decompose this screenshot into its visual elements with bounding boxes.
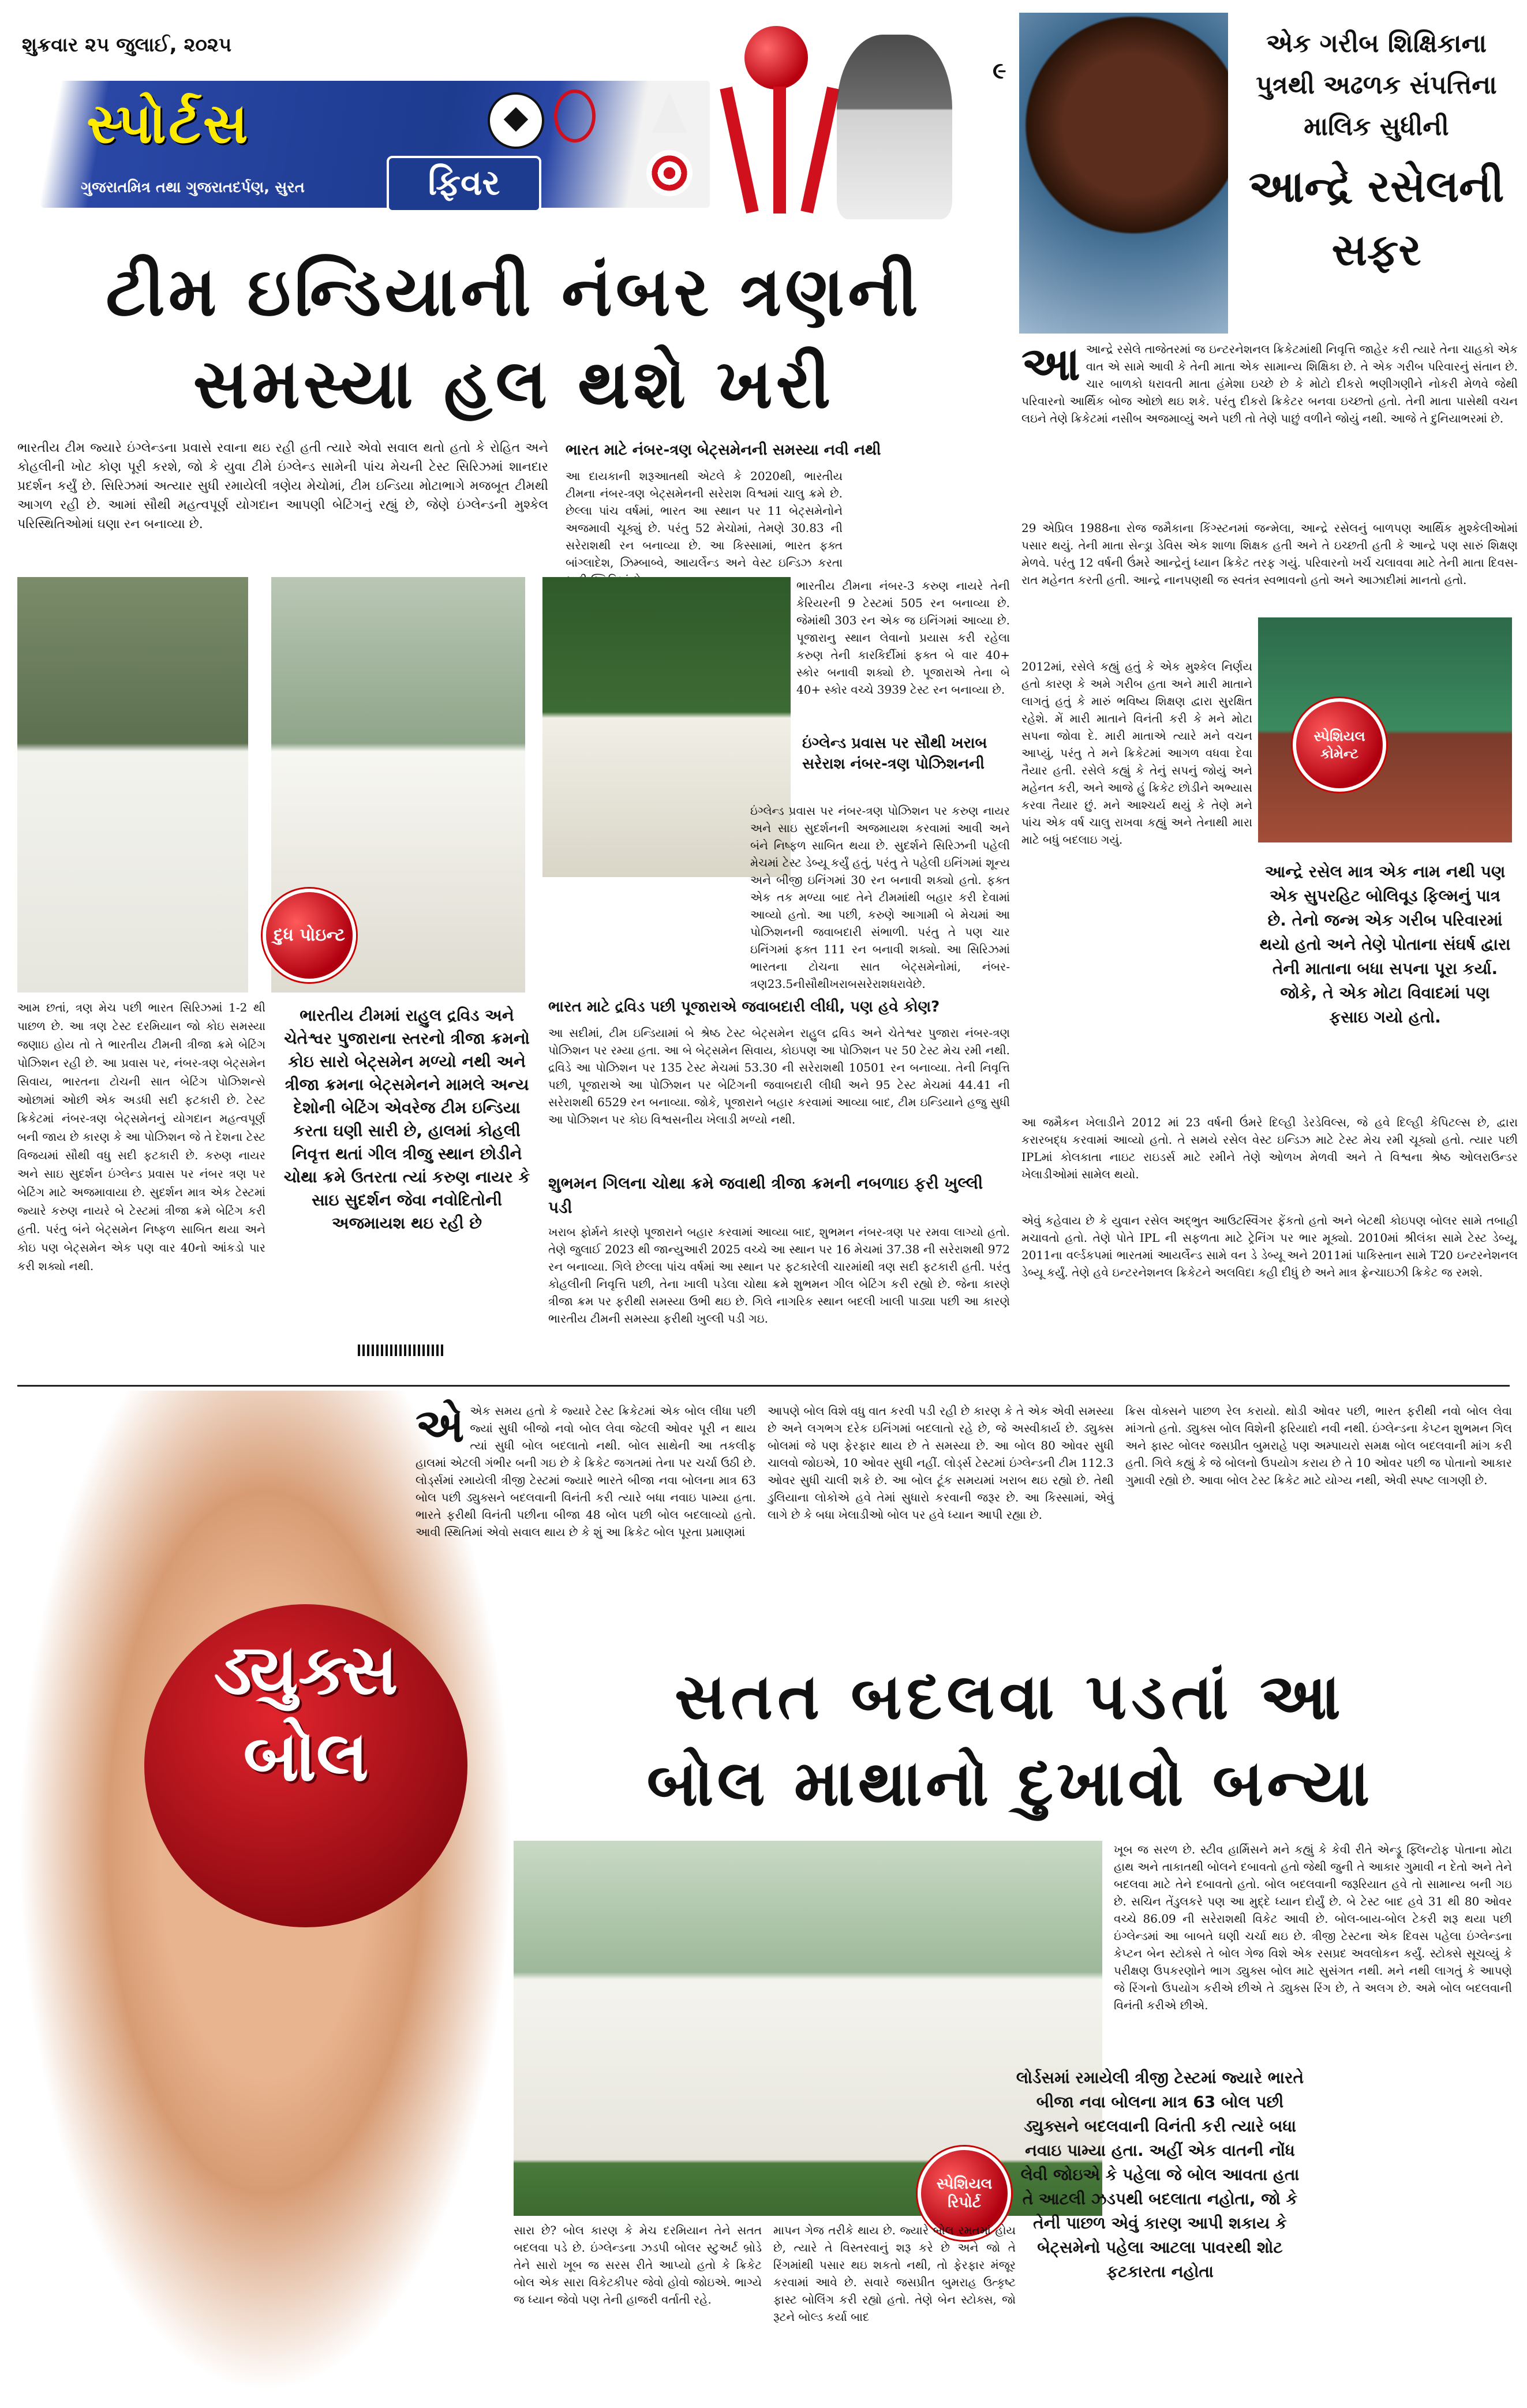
- masthead-title: સ્પોર્ટસ: [87, 91, 250, 156]
- badge-special-report: સ્પેશિયલ રિપોર્ટ: [918, 2147, 1011, 2240]
- lords-test-photo: [514, 1841, 1102, 2216]
- story1-col1: આમ છતાં, ત્રણ મેચ પછી ભારત સિરિઝમાં 1-2 થી પાછળ છે. આ ત્રણ ટેસ્ટ દરમિયાન જો કોઇ સમસ્યા જણાઇ હોય તો તે ભારતીય ટીમની ત્રીજા ક્રમે બેટિંગ પોઝિશન રહી છે. આ પ્રવાસ પર, નંબર-ત્રણ બેટ્સમેન સિવાય, ભારતના ટોચની સાત બેટિંગ પોઝિશન્સે ઓછામાં ઓછી એક અડધી સદી ફટકારી છે. ટેસ્ટ ક્રિકેટમાં નંબર-ત્રણ બેટ્સમેનનું યોગદાન મહત્વપૂર્ણ બની જાય છે કારણ કે આ પોઝિશન જે તે દેશના ટેસ્ટ વિજયમાં સૌથી વધુ સદી ફટકારી છે. કરુણ નાયર અને સાઇ સુદર્શન ઇંગ્લેન્ડ પ્રવાસ પર નંબર ત્રણ પર બેટિંગ માટે અજમાવાયા છે. સુદર્શન માત્ર એક ટેસ્ટમાં જ્યારે કરુણ નાયરે બે ટેસ્ટમાં ત્રીજા ક્રમે બેટિંગ કરી હતી. પરંતુ બંને બેટ્સમેન નિષ્ફળ સાબિત થયા અને કોઇ પણ બેટ્સમેન એક પણ વાર 40નો આંકડો પાર કરી શક્યો નથી.: [17, 1001, 265, 1273]
- masthead-subtitle-text: ફિવર: [428, 163, 500, 203]
- batsman-silhouette: [837, 35, 952, 219]
- story3-headline-line2: બોલ માથાનો દુખાવો બન્યા: [646, 1746, 1373, 1820]
- story2-pullquote: આન્દ્રે રસેલ માત્ર એક નામ નથી પણ એક સુપરહિટ બોલિવૂડ ફિલ્મનું પાત્ર છે. તેનો જન્મ એક ગરીબ પરિવારમાં થયો હતો અને તેણે પોતાના સંઘર્ષ દ્વારા તેની માતાના બધા સપના પૂરા કર્યા. જોકે, તે એક મોટા વિવાદમાં પણ ફસાઇ ગયો હતો.: [1259, 862, 1511, 1027]
- russell-portrait: [1019, 13, 1228, 334]
- story1-col3: ભારતીય ટીમના નંબર-3 કરુણ નાયરે તેની કેરિયરની 9 ટેસ્ટમાં 505 રન બનાવ્યા છે. જેમાંથી 303 રન એક જ ઇનિંગમાં આવ્યા છે. પૂજારાનુ સ્થાન લેવાનો પ્રયાસ કરી રહેલા કરુણ તેની કારકિર્દીમાં ફક્ત બે વાર 40+ સ્કોર બનાવી શક્યો છે. પૂજારાએ તેના બે 40+ સ્કોર વચ્ચે 3939 ટેસ્ટ રન બનાવ્યા છે.: [796, 579, 1010, 696]
- page-number: ૯: [993, 58, 1006, 84]
- target-icon: [646, 150, 693, 196]
- story3-bottom2: માપન ગેજ તરીકે થાય છે. જ્યારે બોલ રમતમાં હોય છે, ત્યારે તે વિસ્તરવાનું શરૂ કરે છે અને જો તે રિંગમાંથી પસાર થઇ શકતો નથી, તો ફેરફાર મંજૂર કરવામાં આવે છે. સવારે જસપ્રીત બુમરાહ ઉત્કૃષ્ટ ફાસ્ટ બોલિંગ કરી રહ્યો હતો. તેણે બેન સ્ટોક્સ, જો રૂટને બોલ્ડ કર્યા બાદ: [773, 2223, 1016, 2324]
- story2-body4: આ જમૈકન ખેલાડીને 2012 માં 23 વર્ષની ઉંમરે દિલ્હી ડેરડેવિલ્સ, જે હવે દિલ્હી કેપિટલ્સ છે, દ્વારા કરારબદ્ધ કરવામાં આવ્યો હતો. તે સમયે રસેલ વેસ્ટ ઇન્ડિઝ માટે ટેસ્ટ મેચ રમી ચૂક્યો હતો. ત્યાર પછી IPLમાં કોલકાતા નાઇટ રાઇડર્સ માટે રમીને તેણે ઓળખ મેળવી અને તે વિશ્વના શ્રેષ્ઠ ઓલરાઉન્ડર ખેલાડીઓમાં સામેલ થયો.: [1021, 1115, 1518, 1181]
- story2-body3: 2012માં, રસેલે કહ્યું હતું કે એક મુશ્કેલ નિર્ણય હતો કારણ કે અમે ગરીબ હતા અને મારી માતાને લાગતું હતું કે મારું ભવિષ્ય શિક્ષણ દ્વારા સુરક્ષિત રહેશે. મેં મારી માતાને વિનંતી કરી કે મને મોટા સપના જોવા દે. મારી માતાએ ત્યારે મને વચન આપ્યું, પરંતુ તે મને ક્રિકેટમાં આગળ વધવા દેવા તૈયાર હતી. રસેલે કહ્યું કે તેનું સપનું જોયું અને મહેનત કરી, અને આજે હું ક્રિકેટ છોડીને અભ્યાસ કરવા તૈયાર છું. મને આશ્ચર્ય થયું કે તેણે મને પાંચ એક વર્ષ ચાલુ રાખવા કહ્યું અને તેનાથી મારા માટે બધું બદલાઇ ગયું.: [1021, 660, 1252, 847]
- story3-col2: આપણે બોલ વિશે વધુ વાત કરવી પડી રહી છે કારણ કે તે એક એવી સમસ્યા છે અને લગભગ દરેક ઇનિંગમાં બદલાતો રહે છે, જે અસ્વીકાર્ય છે. ડ્યુક્સ બોલમાં જે પણ ફેરફાર થાય છે તે સમસ્યા છે. આ બોલ 80 ઓવર સુધી ચાલવો જોઇએ, 10 ઓવર સુધી નહીં. લોર્ડ્સ ટેસ્ટમાં ઇંગ્લેન્ડની ટીમ 112.3 ઓવર સુધી ચાલી શકે છે. આ બોલ ટૂંક સમયમાં ખરાબ થઇ રહ્યો છે. તેથી ડુલિયાના લોકોએ હવે તેમાં સુધારો કરવાની જરૂર છે. આ કિસ્સામાં, એવું લાગે છે કે બધા ખેલાડીઓ બોલ પર હવે ધ્યાન આપી રહ્યા છે.: [768, 1404, 1114, 1522]
- badge-special-comment: સ્પેશિયલ કોમેન્ટ: [1293, 698, 1386, 792]
- story1-intro: [17, 439, 548, 534]
- story2-body1: [1021, 336, 1518, 427]
- story1-col3-text2: ઇંગ્લેન્ડ પ્રવાસ પર નંબર-ત્રણ પોઝિશન પર કરુણ નાયર અને સાઇ સુદર્શનની અજમાયશ કરવામાં આવી અને બંને નિષ્ફળ સાબિત થયા છે. સુદર્શને સિરિઝની પહેલી મેચમાં ટેસ્ટ ડેબ્યૂ કર્યું હતું, પરંતુ તે પહેલી ઇનિંગમાં શૂન્ય અને બીજી ઇનિંગમાં 30 રન બનાવી શક્યો હતો. ફક્ત એક તક મળ્યા બાદ તેને ટીમમાંથી બહાર કરી દેવામાં આવ્યો હતો. આ પછી, કરુણે આગામી બે મેચમાં આ પોઝિશનની જવાબદારી સંભાળી. પરંતુ તે પણ ચાર ઇનિંગમાં ફક્ત 111 રન બનાવી શક્યો. આ સિરિઝમાં ભારતના ટોચના સાત બેટ્સમેનોમાં, નંબર-ત્રણ23.5નીસૌથીખરાબસરેરાશધરાવેછે.: [750, 804, 1010, 991]
- racket-icon: [554, 89, 596, 143]
- badge-dudh-point: દુધ પોઇન્ટ: [263, 889, 356, 982]
- stumps-icon: [727, 87, 837, 214]
- story1-sub4: શુભમન ગિલના ચોથા ક્રમે જવાથી ત્રીજા ક્રમની નબળાઇ ફરી ખુલ્લી પડી: [548, 1174, 983, 1217]
- masthead: [17, 12, 1021, 231]
- story2-body1-text: આન્દ્રે રસેલે તાજેતરમાં જ ઇન્ટરનેશનલ ક્રિકેટમાંથી નિવૃત્તિ જાહેર કરી ત્યારે તેના ચાહકો એક વાત એ સામે આવી કે તેની માતા એક સામાન્ય શિક્ષિકા છે. તે એક ગરીબ પરિવારનું સંતાન છે. ચાર બાળકો ધરાવતી માતા હંમેશા ઇચ્છે છે કે મોટો દીકરો ભણીગણીને નોકરી મેળવે જેથી પરિવારનો આર્થિક બોજ ઓછો થઇ શકે. પરંતુ દીકરો ક્રિકેટર બનવા ઇચ્છતો હતો. તેની માતા પાસેથી વચન લઇને તેણે ક્રિકેટમાં નસીબ અજમાવ્યું અને પછી તો તેણે પાછું વળીને જોયું નથી. આજે તે દુનિયાભરમાં છે.: [1021, 342, 1518, 425]
- masthead-subtitle: [387, 156, 541, 212]
- story1-headline-line2: સમસ્યા હલ થશે ખરી: [193, 344, 834, 424]
- russell-headline-bold: આન્દ્રે રસેલની સફર: [1248, 160, 1504, 275]
- story3-bottom1: સારા છે? બોલ કારણ કે મેચ દરમિયાન તેને સતત બદલવા પડે છે. ઇંગ્લેન્ડના ઝડપી બોલર સ્ટુઅર્ટ બ્રોડે તેને સારો ખૂબ જ સરસ રીતે આપ્યો હતો કે ક્રિકેટ બોલ એક સારા વિકેટકીપર જેવો હોવો જોઇએ. ભાગ્યે જ ધ્યાન જેવો પણ તેની હાજરી વર્તાતી રહે.: [514, 2223, 762, 2306]
- story1-intro-text: ભારતીય ટીમ જ્યારે ઇંગ્લેન્ડના પ્રવાસે રવાના થઇ રહી હતી ત્યારે એવો સવાલ થતો હતો કે રોહિત અને કોહલીની ખોટ કોણ પૂરી કરશે, જો કે યુવા ટીમે ઇંગ્લેન્ડ સામેની પાંચ મેચની ટેસ્ટ સિરિઝમાં શાનદાર પ્રદર્શન કર્યું છે. સિરિઝમાં અત્યાર સુધી રમાયેલી ત્રણેય મેચોમાં, ટીમ ઇન્ડિયા મોટાભાગે મજબૂત ટીમથી આગળ રહી છે. આમાં સૌથી મહત્વપૂર્ણ યોગદાન આપણી બેટિંગનું રહ્યું છે, જેણે ઇંગ્લેન્ડની મુશ્કેલ પરિસ્થિતિઓમાં ઘણા રન બનાવ્યા છે.: [17, 441, 548, 531]
- cricket-ball-icon: [744, 26, 808, 89]
- story2-dropcap: આ: [1021, 336, 1080, 391]
- player-photo-1: [17, 577, 248, 993]
- russell-headline: [1235, 23, 1518, 282]
- story3-col3: ક્રિસ વોક્સને પાછળ રેલ કરાયો. થોડી ઓવર પછી, ભારત ફરીથી નવો બોલ લેવા માંગતો હતો. ડ્યુક્સ બોલ વિશેની ફરિયાદો નવી નથી. ઇંગ્લેન્ડના કેપ્ટન શુભમન ગિલ અને ફાસ્ટ બોલર જસપ્રીત બુમરાહે પણ અમ્પાયરો સમક્ષ બોલ બદલવાની માંગ કરી હતી. ગિલે કહ્યું કે જે બોલનો ઉપયોગ કરાય છે તે 10 ઓવર પછી જ પોતાનો આકાર ગુમાવી રહ્યો છે. આવા બોલ ટેસ્ટ ક્રિકેટ માટે યોગ્ય નથી, એવી સ્પષ્ટ લાગણી છે.: [1125, 1404, 1512, 1487]
- story1-sub2: ઇંગ્લેન્ડ પ્રવાસ પર સૌથી ખરાબ સરેરાશ નંબર-ત્રણ પોઝિશનની: [802, 735, 987, 773]
- story1-headline-line1: ટીમ ઇન્ડિયાની નંબર ત્રણની: [106, 252, 922, 331]
- story1-sub3: ભારત માટે દ્રવિડ પછી પૂજારાએ જવાબદારી લીધી, પણ હવે કોણ?: [548, 998, 940, 1016]
- shuttlecock-icon: [652, 92, 687, 133]
- story1-col2: આ દાયકાની શરૂઆતથી એટલે કે 2020થી, ભારતીય ટીમના નંબર-ત્રણ બેટ્સમેનની સરેરાશ વિશ્વમાં ચાલુ ક્રમે છે. છેલ્લા પાંચ વર્ષમાં, ભારત આ સ્થાન પર 11 બેટ્સમેનોને અજમાવી ચૂક્યું છે. પરંતુ 52 મેચોમાં, તેમણે 30.83 ની સરેરાશથી રન બનાવ્યા છે. આ કિસ્સામાં, ભારત ફક્ત બાંગ્લાદેશ, ઝિમ્બાબ્વે, આયર્લેન્ડ અને વેસ્ટ ઇન્ડિઝ કરતા: [566, 469, 843, 570]
- story3-col1: [416, 1398, 756, 1541]
- dukes-ball-title: [156, 1627, 456, 1800]
- section-divider: [17, 1385, 1510, 1387]
- russell-headline-intro: એક ગરીબ શિક્ષિકાના પુત્રથી અઢળક સંપત્તિના માલિક સુધીની: [1256, 29, 1497, 141]
- pullquote-divider: [358, 1345, 444, 1356]
- football-icon: [488, 92, 544, 149]
- story3-pullquote: લોર્ડસમાં રમાયેલી ત્રીજી ટેસ્ટમાં જ્યારે ભારતે બીજા નવા બોલના માત્ર 63 બોલ પછી ડ્યુક્સને બદલવાની વિનંતી કરી ત્યારે બધા નવાઇ પામ્યા હતા. અહીં એક વાતની નોંધ લેવી જોઇએ કે પહેલા જે બોલ આવતા હતા તે આટલી ઝડપથી બદલાતા નહોતા, જો કે તેની પાછળ એવું કારણ આપી શકાય કે બેટ્સમેનો પહેલા આટલા પાવરથી શોટ ફટકારતા નહોતા: [1016, 2068, 1304, 2281]
- story2-body5: એવું કહેવાય છે કે યુવાન રસેલ અદ્ભુત આઉટસ્વિંગર ફેંકતો હતો અને બેટથી કોઇપણ બોલર સામે તબાહી મચાવતો હતો. તેણે પોતે IPL ની સફળતા માટે ટ્રેનિંગ પર ભાર મૂક્યો. 2010માં શ્રીલંકા સામે ટેસ્ટ ડેબ્યૂ, 2011ના વર્લ્ડકપમાં ભારતમાં આયર્લેન્ડ સામે વન ડે ડેબ્યૂ અને 2011માં પાકિસ્તાન સામે T20 ઇન્ટરનેશનલ ડેબ્યૂ કર્યું. તેણે હવે ઇન્ટરનેશનલ ક્રિકેટને અલવિદા કહી દીધું છે અને માત્ર ફ્રેન્ચાઇઝી ક્રિકેટ જ રમશે.: [1021, 1214, 1518, 1279]
- story1-pullquote: ભારતીય ટીમમાં રાહુલ દ્રવિડ અને ચેતેશ્વર પુજારાના સ્તરનો ત્રીજા ક્રમનો કોઇ સારો બેટ્સમેન મળ્યો નથી અને ત્રીજા ક્રમના બેટ્સમેનને મામલે અન્ય દેશોની બેટિંગ એવરેજ ટીમ ઇન્ડિયા કરતા ઘણી સારી છે, હાલમાં કોહલી નિવૃત્ત થતાં ગીલ ત્રીજુ સ્થાન છોડીને ચોથા ક્રમે ઉતરતા ત્યાં કરુણ નાયર કે સાઇ સુદર્શન જેવા નવોદિતોની અજમાયશ થઇ રહી છે: [283, 1006, 530, 1233]
- dukes-ball-title-line2: બોલ: [243, 1717, 369, 1797]
- story1-col23-text2: ખરાબ ફોર્મને કારણે પૂજારાને બહાર કરવામાં આવ્યા બાદ, શુભમન નંબર-ત્રણ પર રમવા લાગ્યો હતો. તેણે જુલાઈ 2023 થી જાન્યુઆરી 2025 વચ્ચે આ સ્થાન પર 16 મેચમાં 37.38 ની સરેરાશથી 972 રન બનાવ્યા. ગિલે છેલ્લા પાંચ વર્ષમાં આ સ્થાન પર ફટકારેલી ચારમાંથી ત્રણ સદી ફટકારી હતી. પરંતુ કોહલીની નિવૃત્તિ પછી, તેના ખાલી પડેલા ચોથા ક્રમે શુભમન ગીલ બેટિંગ કરી રહ્યો છે. જેના કારણે ત્રીજા ક્રમ પર ફરીથી સમસ્યા ઉભી થઇ છે. ગિલે નાગરિક સ્થાન બદલી ખાલી પાડ્યા પછી આ કારણે ભારતીય ટીમની સમસ્યા ફરીથી ખુલ્લી પડી ગઇ.: [548, 1225, 1010, 1325]
- story3-col-right: ખૂબ જ સરળ છે. સ્ટીવ હાર્મિસને મને કહ્યું કે કેવી રીતે એન્ડ્રૂ ફ્લિન્ટોફ પોતાના મોટા હાથ અને તાકાતથી બોલને દબાવતો હતો જેથી જુની તે આકાર ગુમાવી ન દેતો અને તેને બદલવા માટે તેને દબાવતો હતો. બોલ બદલવાની જરૂરિયાત હવે તો સામાન્ય બની ગઇ છે. સચિન તેંડુલકરે પણ આ મુદ્દે ધ્યાન દોર્યું છે. બે ટેસ્ટ બાદ હવે 31 થી 80 ઓવર વચ્ચે 86.09 ની સરેરાશથી વિકેટ આવી છે. બોલ-બાય-બોલ ટેકરી શરૂ થયા પછી ઇંગ્લેન્ડમાં આ બાબતે ઘણી ચર્ચા થઇ છે. ત્રીજી ટેસ્ટના એક દિવસ પહેલા ઇંગ્લેન્ડના કેપ્ટન બેન સ્ટોક્સે તે બોલ ગેજ વિશે એક રસપ્રદ અવલોકન કર્યું. સ્ટોક્સે સૂચવ્યું કે પરીક્ષણ ઉપકરણોને ભાગ ડ્યુક્સ બોલ માટે સુસંગત નથી. મને નથી લાગતું કે આપણે જે રિંગનો ઉપયોગ કરીએ છીએ તે ડ્યુક્સ રિંગ છે, તે અલગ છે. અમે બોલ બદલવાની વિનંતી કરીએ છીએ.: [1114, 1842, 1512, 2012]
- dukes-ball-title-line1: ડ્યુક્સ: [214, 1630, 398, 1710]
- publisher-line: ગુજરાતમિત્ર તથા ગુજરાતદર્પણ, સુરત: [81, 179, 305, 196]
- story3-col1-text: એક સમય હતો કે જ્યારે ટેસ્ટ ક્રિકેટમાં એક બોલ લીધા પછી જ્યાં સુધી બીજો નવો બોલ લેવા જેટલી ઓવર પૂરી ન થાય ત્યાં સુધી બોલ બદલાતો નથી. બોલ સાથેની આ તકલીફ હાલમાં એટલી ગંભીર બની ગઇ છે કે ક્રિકેટ જગતમાં તેના પર ચર્ચા ઉઠી છે. લોર્ડ્સમાં રમાયેલી ત્રીજી ટેસ્ટમાં જ્યારે ભારતે બીજા નવા બોલના માત્ર 63 બોલ પછી ડ્યુક્સને બદલવાની વિનંતી કરી ત્યારે બધા નવાઇ પામ્યા હતા. ભારતે ફરીથી વિનંતી પછીના બીજા 48 બોલ પછી બોલ બદલાવ્યો હતો. આવી સ્થિતિમાં એવો સવાલ થાય છે કે શું આ ક્રિકેટ બોલ પૂરતા પ્રમાણમાં: [416, 1404, 756, 1539]
- story3-headline-line1: સતત બદલવા પડતાં આ: [675, 1660, 1345, 1733]
- story3-dropcap: એ: [416, 1398, 465, 1452]
- story2-body2: 29 એપ્રિલ 1988ના રોજ જમૈકાના કિંગ્સ્ટનમાં જન્મેલા, આન્દ્રે રસેલનું બાળપણ આર્થિક મુશ્કેલીઓમાં પસાર થયું. તેની માતા સેન્ડ્રા ડેવિસ એક શાળા શિક્ષક હતી અને તે ઇચ્છતી હતી કે આન્દ્રે પણ સારું શિક્ષણ મેળવે. પરંતુ 12 વર્ષની ઉંમરે આન્દ્રેનું ધ્યાન ક્રિકેટ તરફ ગયું. પરિવારનો ખર્ચ ચલાવવા માટે તેની માતા દિવસ-રાત મહેનત કરતી હતી. આન્દ્રે નાનપણથી જ સ્વતંત્ર સ્વભાવનો હતો અને આઝાદીમાં માનતો હતો.: [1021, 521, 1518, 587]
- issue-date: શુક્રવાર ૨૫ જુલાઈ, ૨૦૨૫: [22, 33, 232, 57]
- story1-sub1: ભારત માટે નંબર-ત્રણ બેટ્સમેનની સમસ્યા નવી નથી: [566, 441, 881, 459]
- story1-col23: આ સદીમાં, ટીમ ઇન્ડિયામાં બે શ્રેષ્ઠ ટેસ્ટ બેટ્સમેન રાહુલ દ્રવિડ અને ચેતેશ્વર પુજારા નંબર-ત્રણ પોઝિશન પર રમ્યા હતા. આ બે બેટ્સમેન સિવાય, કોઇપણ આ પોઝિશન પર 50 ટેસ્ટ મેચ રમી નથી. દ્રવિડે આ પોઝિશન પર 135 ટેસ્ટ મેચમાં 53.30 ની સરેરાશથી 10501 રન બનાવ્યા. તેની નિવૃત્તિ પછી, પૂજારાએ આ પોઝિશન પર બેટિંગની જવાબદારી લીધી અને 95 ટેસ્ટ મેચમાં 44.41 ની સરેરાશથી 6529 રન બનાવ્યા. જોકે, પૂજારાને બહાર કરવામાં આવ્યા બાદ, ટીમ ઇન્ડિયાને હજુ સુધી આ પોઝિશન પર કોઇ વિશ્વસનીય ખેલાડી મળ્યો નથી.: [548, 1026, 1010, 1126]
